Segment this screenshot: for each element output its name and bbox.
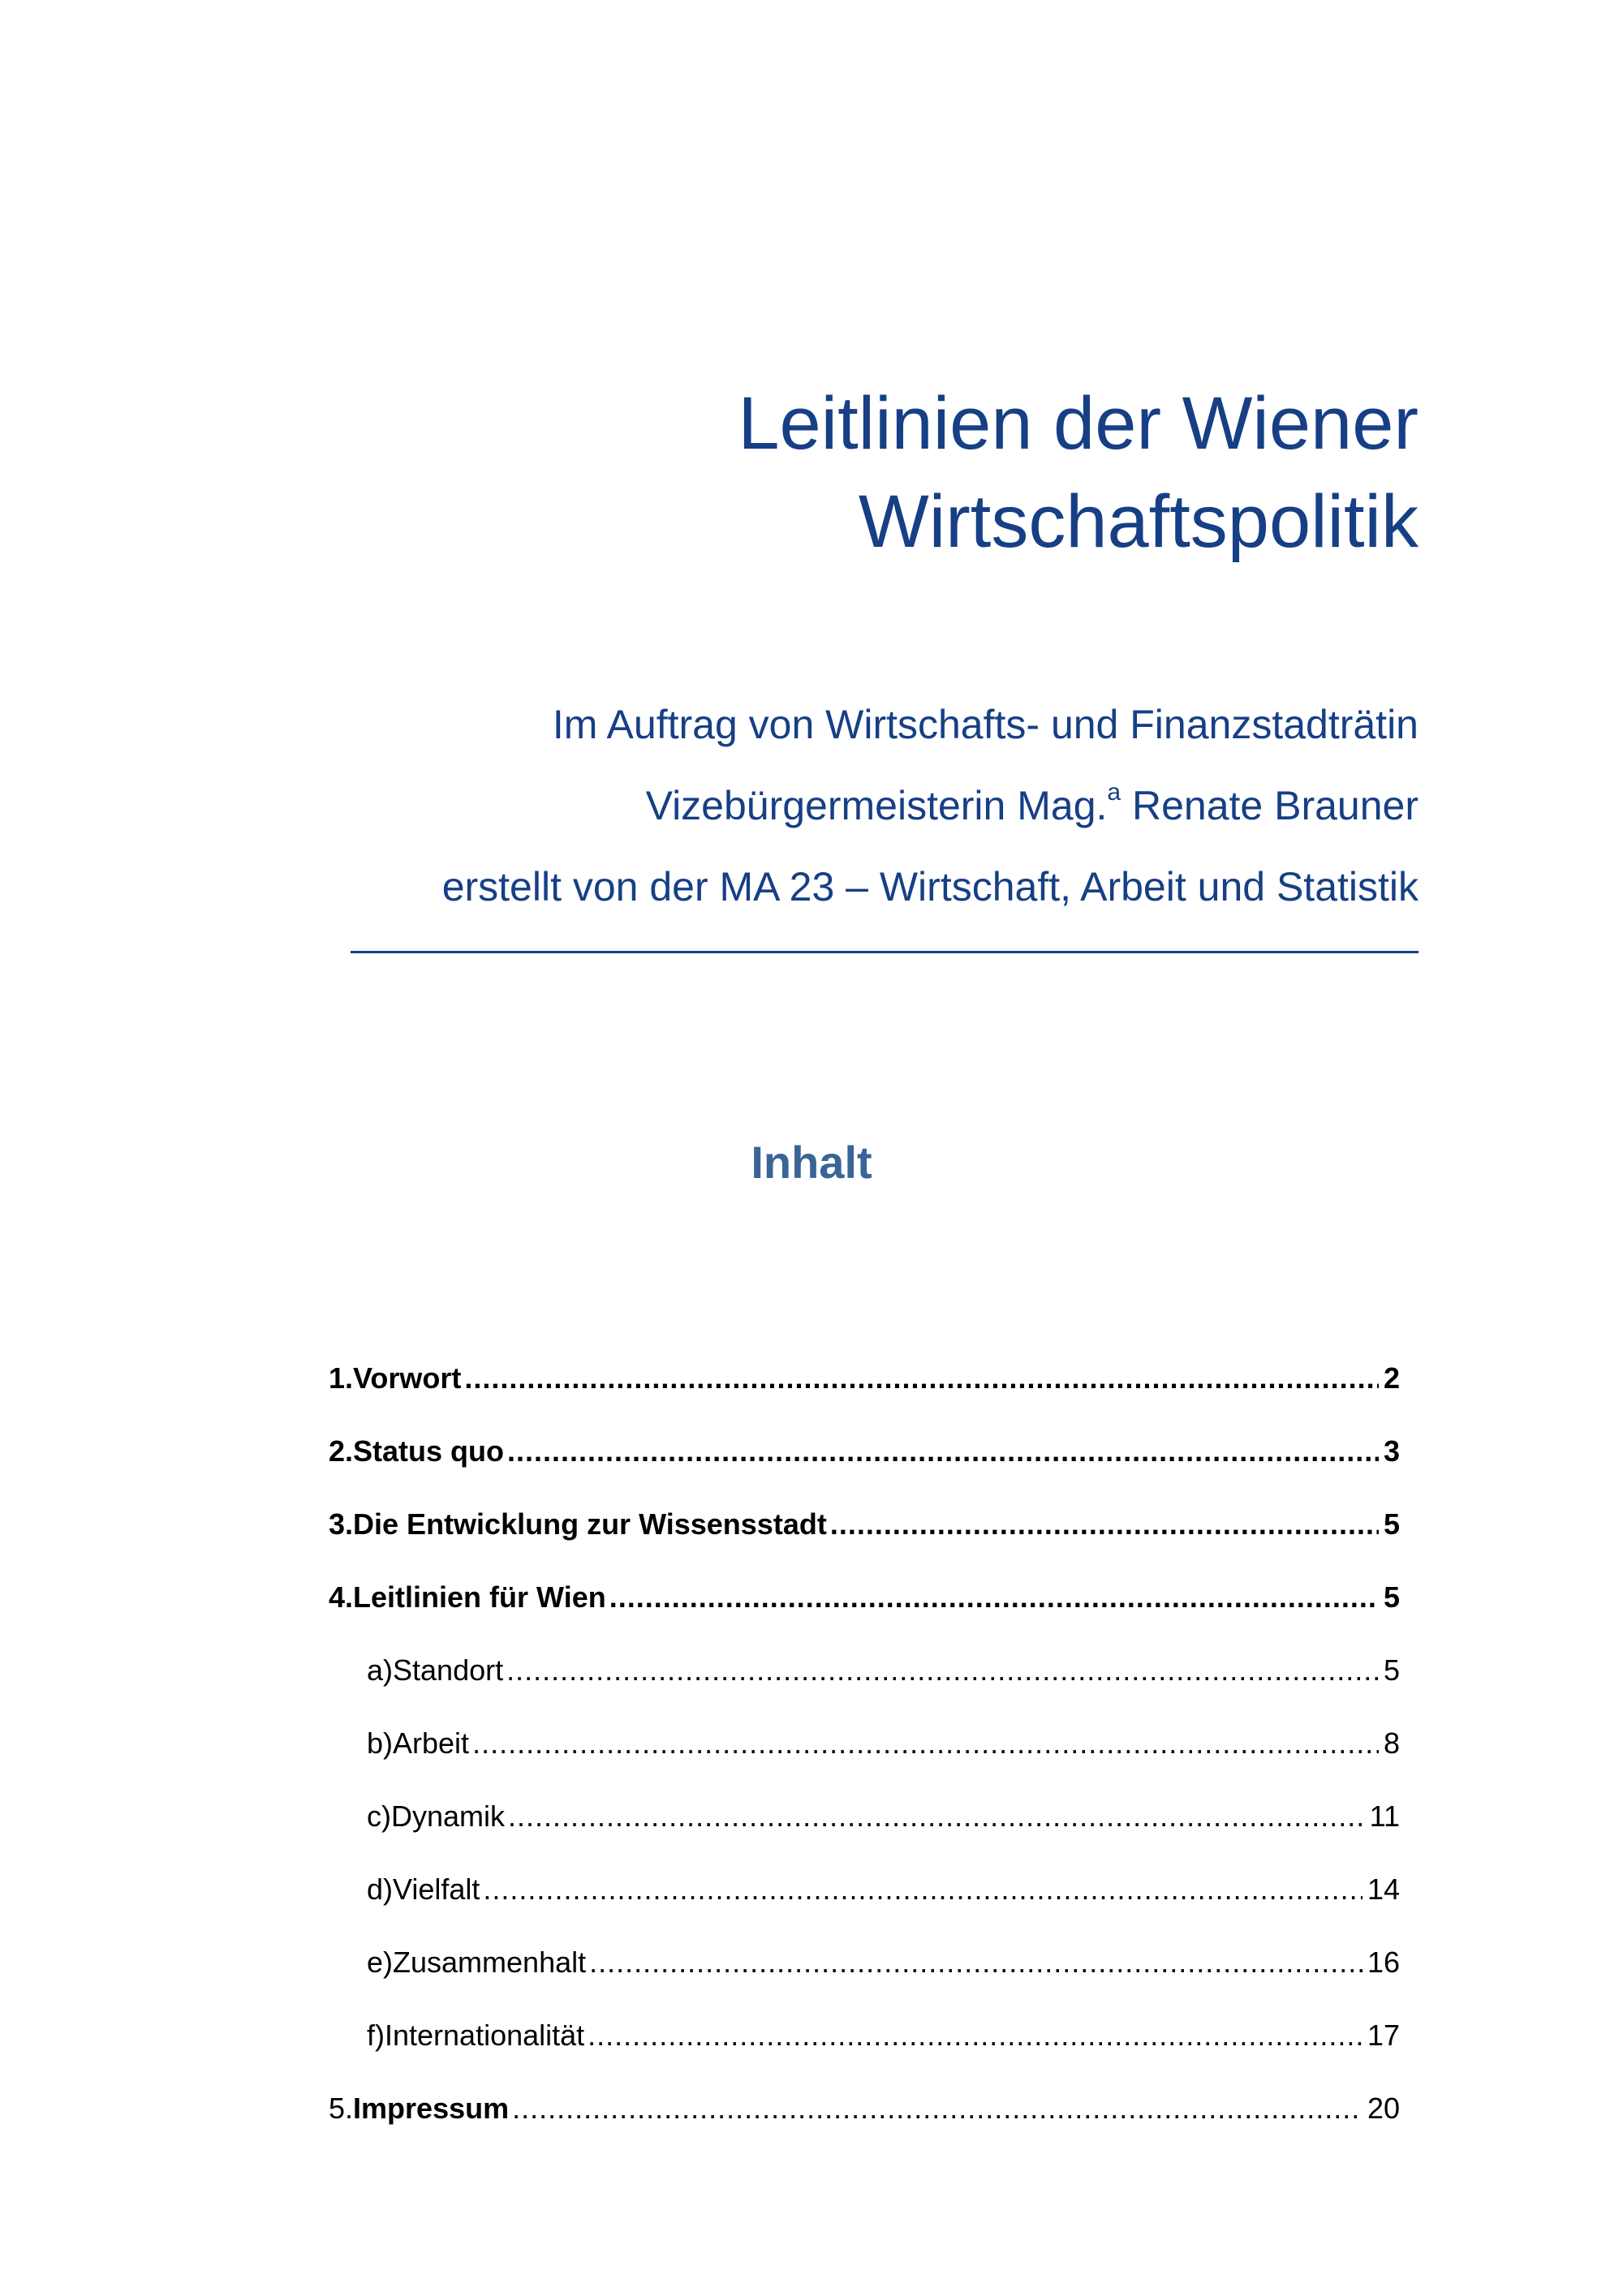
toc-entry-page: 5	[1383, 1507, 1400, 1541]
document-title	[738, 375, 1419, 571]
toc-leader-dots	[506, 1653, 1379, 1688]
toc-entry-number: f)	[367, 2019, 385, 2052]
toc-leader-dots	[472, 1726, 1379, 1761]
toc-entry-page: 14	[1367, 1872, 1400, 1906]
toc-entry-label: Leitlinien für Wien	[353, 1580, 606, 1614]
toc-entry-page: 16	[1367, 1946, 1400, 1979]
divider-rule	[351, 951, 1419, 953]
toc-subentry-zusammenhalt[interactable]	[329, 1907, 1400, 1980]
superscript-a: a	[1107, 779, 1121, 806]
toc-entry-number: 4.	[329, 1580, 354, 1614]
toc-entry-number: 2.	[329, 1434, 354, 1468]
toc-entry-number: 1.	[329, 1361, 354, 1395]
toc-entry-page: 17	[1367, 2019, 1400, 2052]
toc-entry-page: 3	[1383, 1434, 1400, 1468]
toc-entry-vorwort[interactable]	[329, 1322, 1400, 1395]
toc-subentry-internationalitaet[interactable]	[329, 1980, 1400, 2053]
toc-leader-dots	[483, 1872, 1363, 1907]
toc-entry-label: Internationalität	[385, 2019, 585, 2052]
toc-subentry-arbeit[interactable]	[329, 1688, 1400, 1761]
toc-entry-label: Die Entwicklung zur Wissensstadt	[353, 1507, 827, 1541]
toc-leader-dots	[464, 1361, 1379, 1395]
subtitle-line-2-main: Vizebürgermeisterin Mag.	[645, 783, 1108, 828]
toc-leader-dots	[508, 1799, 1365, 1834]
toc-entry-number: b)	[367, 1726, 394, 1760]
toc-entry-number: a)	[367, 1653, 394, 1687]
toc-entry-number: d)	[367, 1872, 394, 1906]
table-of-contents	[329, 1322, 1400, 2126]
toc-entry-number: 3.	[329, 1507, 354, 1541]
toc-entry-page: 5	[1383, 1580, 1400, 1614]
toc-entry-label: Arbeit	[393, 1726, 470, 1760]
toc-entry-page: 8	[1383, 1726, 1400, 1760]
subtitle-line-2-rest: Renate Brauner	[1121, 783, 1419, 828]
toc-entry-wissensstadt[interactable]	[329, 1468, 1400, 1541]
toc-entry-number: c)	[367, 1799, 391, 1833]
toc-entry-impressum[interactable]	[329, 2053, 1400, 2126]
toc-leader-dots	[589, 1946, 1363, 1980]
title-line-2: Wirtschaftspolitik	[858, 480, 1419, 563]
toc-entry-label: Zusammenhalt	[393, 1946, 587, 1979]
toc-leader-dots	[507, 1434, 1379, 1468]
toc-entry-label: Vielfalt	[393, 1872, 480, 1906]
toc-leader-dots	[588, 2019, 1363, 2053]
toc-subentry-dynamik[interactable]	[329, 1761, 1400, 1834]
toc-heading: Inhalt	[751, 1137, 872, 1188]
toc-entry-label: Dynamik	[391, 1799, 506, 1833]
toc-leader-dots	[609, 1580, 1379, 1615]
subtitle-line-1: Im Auftrag von Wirtschafts- und Finanzstadträtin	[552, 702, 1419, 747]
toc-entry-leitlinien[interactable]	[329, 1541, 1400, 1615]
toc-entry-label: Vorwort	[353, 1361, 462, 1395]
subtitle-line-3: erstellt von der MA 23 – Wirtschaft, Arbeit und Statistik	[441, 864, 1419, 909]
toc-entry-page: 2	[1383, 1361, 1400, 1395]
toc-entry-label: Status quo	[353, 1434, 505, 1468]
toc-entry-label: Impressum	[353, 2092, 510, 2125]
toc-entry-page: 20	[1367, 2092, 1400, 2125]
toc-subentry-vielfalt[interactable]	[329, 1834, 1400, 1907]
toc-entry-page: 5	[1383, 1653, 1400, 1687]
toc-entry-number: 5.	[329, 2092, 354, 2125]
subtitle-line-2	[442, 765, 1419, 846]
toc-entry-page: 11	[1369, 1799, 1400, 1833]
toc-entry-number: e)	[367, 1946, 394, 1979]
document-subtitle	[442, 684, 1419, 927]
toc-entry-label: Standort	[393, 1653, 504, 1687]
toc-leader-dots	[830, 1507, 1379, 1541]
toc-leader-dots	[512, 2092, 1363, 2126]
toc-subentry-standort[interactable]	[329, 1615, 1400, 1688]
toc-entry-status-quo[interactable]	[329, 1395, 1400, 1468]
title-line-1: Leitlinien der Wiener	[738, 382, 1419, 465]
